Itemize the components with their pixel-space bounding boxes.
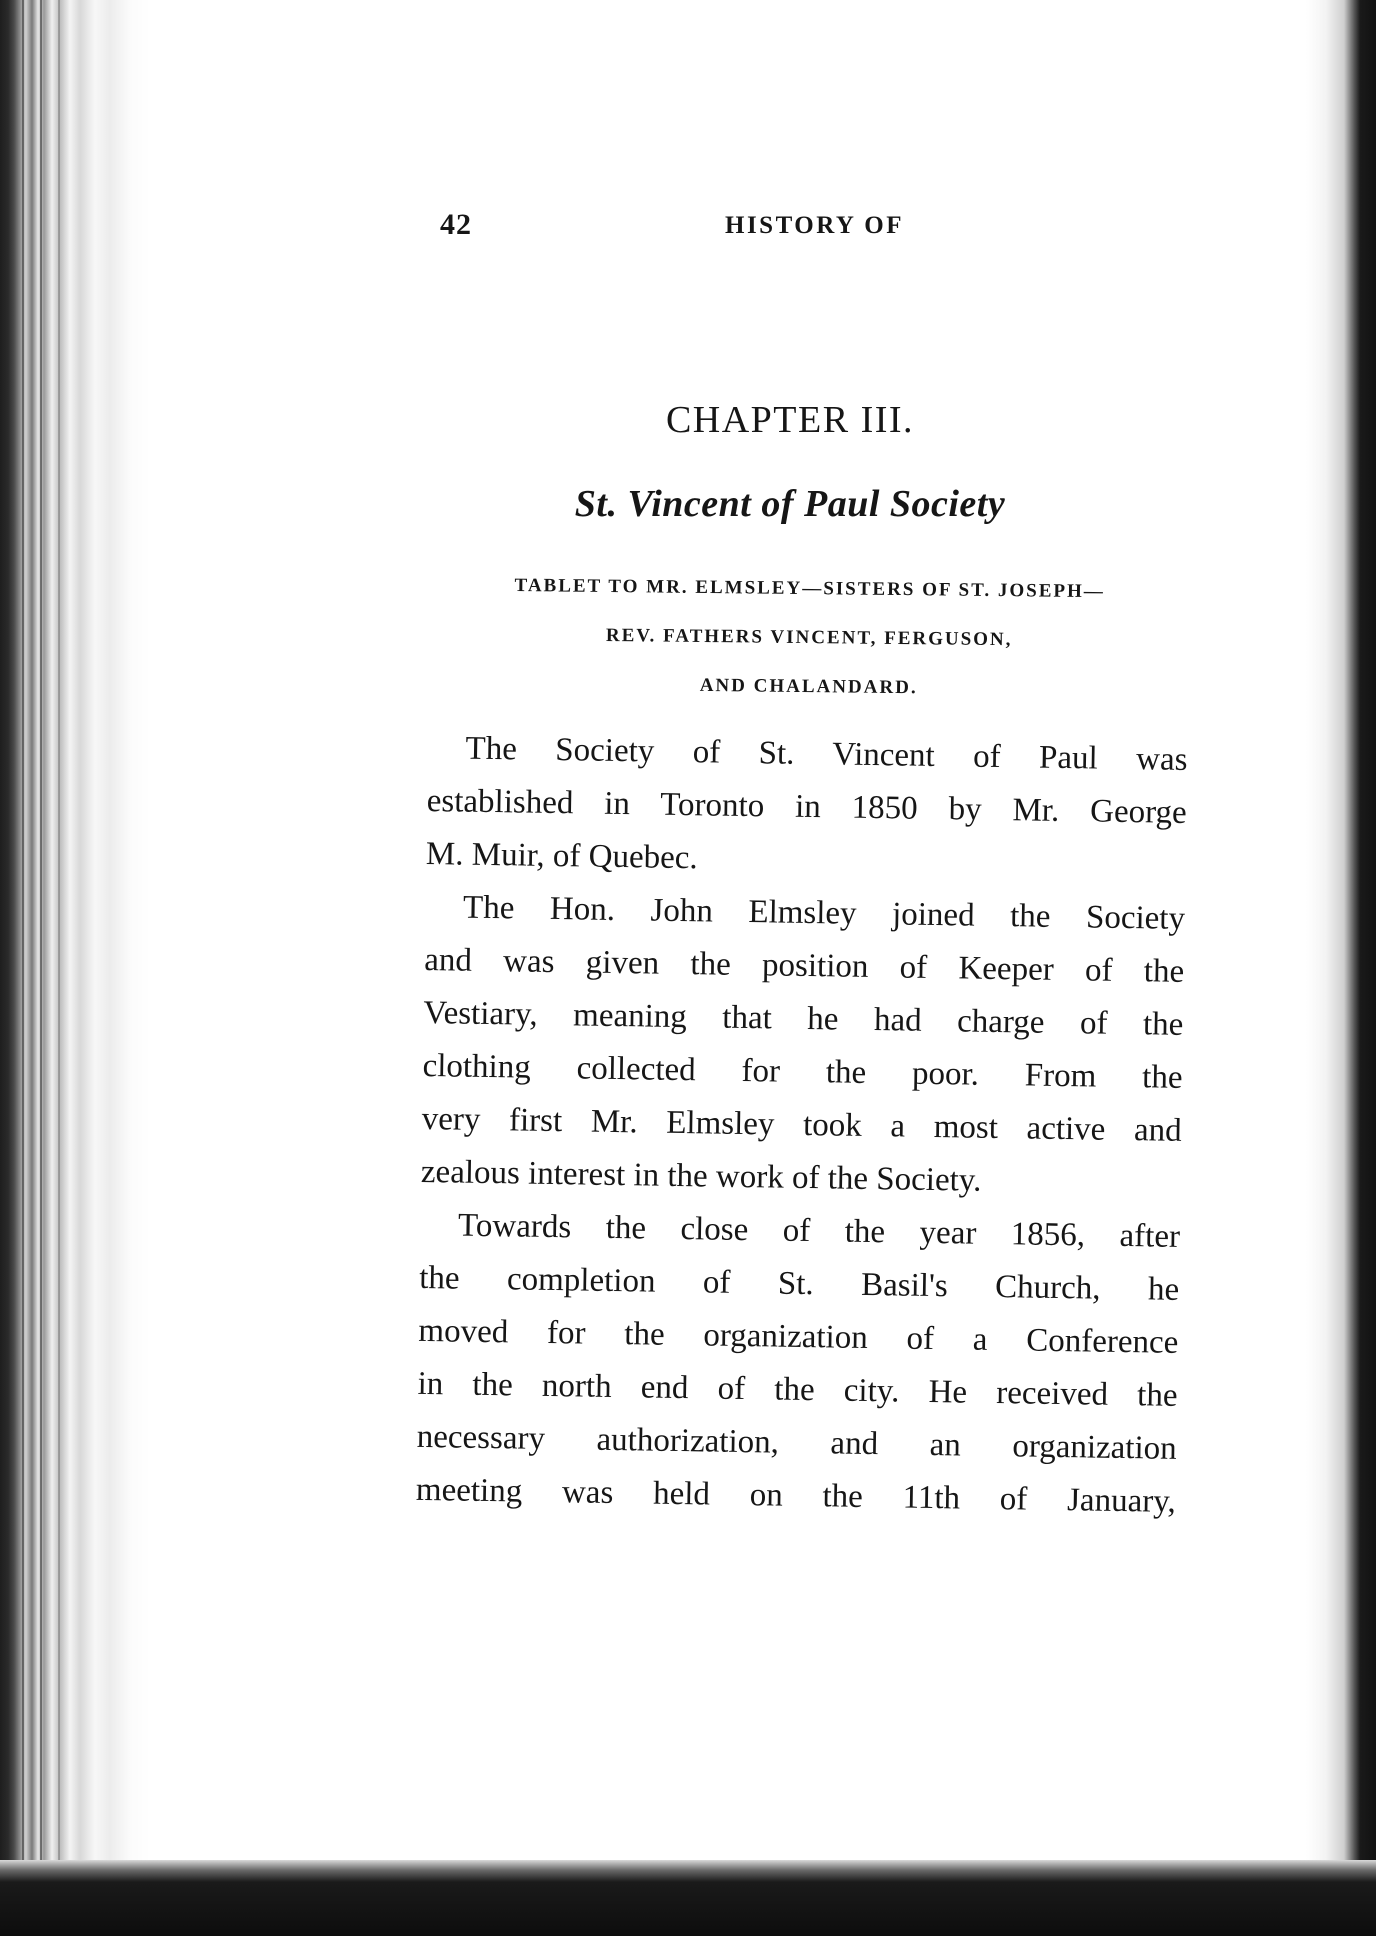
text-line: in the north end of the city. He received the [417, 1365, 1178, 1414]
summary-line: TABLET TO MR. ELMSLEY—SISTERS OF ST. JOSEPH— [514, 574, 1105, 603]
chapter-heading: St. Vincent of Paul Society [574, 483, 1006, 525]
page-number: 42 [440, 208, 472, 241]
text-line: the completion of St. Basil's Church, he [418, 1259, 1180, 1308]
text-line: established in Toronto in 1850 by Mr. George [426, 782, 1187, 831]
summary-line: AND CHALANDARD. [699, 674, 918, 699]
chapter-summary [418, 560, 1199, 715]
text-line: Vestiary, meaning that he had charge of the [423, 994, 1184, 1043]
text-line: very first Mr. Elmsley took a most active and [421, 1100, 1182, 1149]
body-text [416, 722, 1188, 1529]
text-line: meeting was held on the 11th of January, [415, 1471, 1177, 1520]
text-line: necessary authorization, and an organization [416, 1418, 1177, 1467]
text-line: Towards the close of the year 1856, after [457, 1207, 1181, 1255]
text-line: moved for the organization of a Conference [418, 1312, 1179, 1361]
text-line: zealous interest in the work of the Society. [420, 1153, 982, 1199]
text-line: clothing collected for the poor. From the [422, 1047, 1183, 1096]
text-line: M. Muir, of Quebec. [425, 835, 698, 877]
running-head [440, 208, 1160, 248]
running-title: HISTORY OF [725, 212, 905, 239]
text-line: The Society of St. Vincent of Paul was [465, 730, 1188, 778]
text-line: and was given the position of Keeper of the [423, 941, 1185, 990]
text-line: The Hon. John Elmsley joined the Society [462, 889, 1186, 937]
chapter-number: CHAPTER III. [665, 399, 915, 441]
scan-bottom-edge [0, 1860, 1376, 1936]
summary-line: REV. FATHERS VINCENT, FERGUSON, [605, 624, 1013, 651]
